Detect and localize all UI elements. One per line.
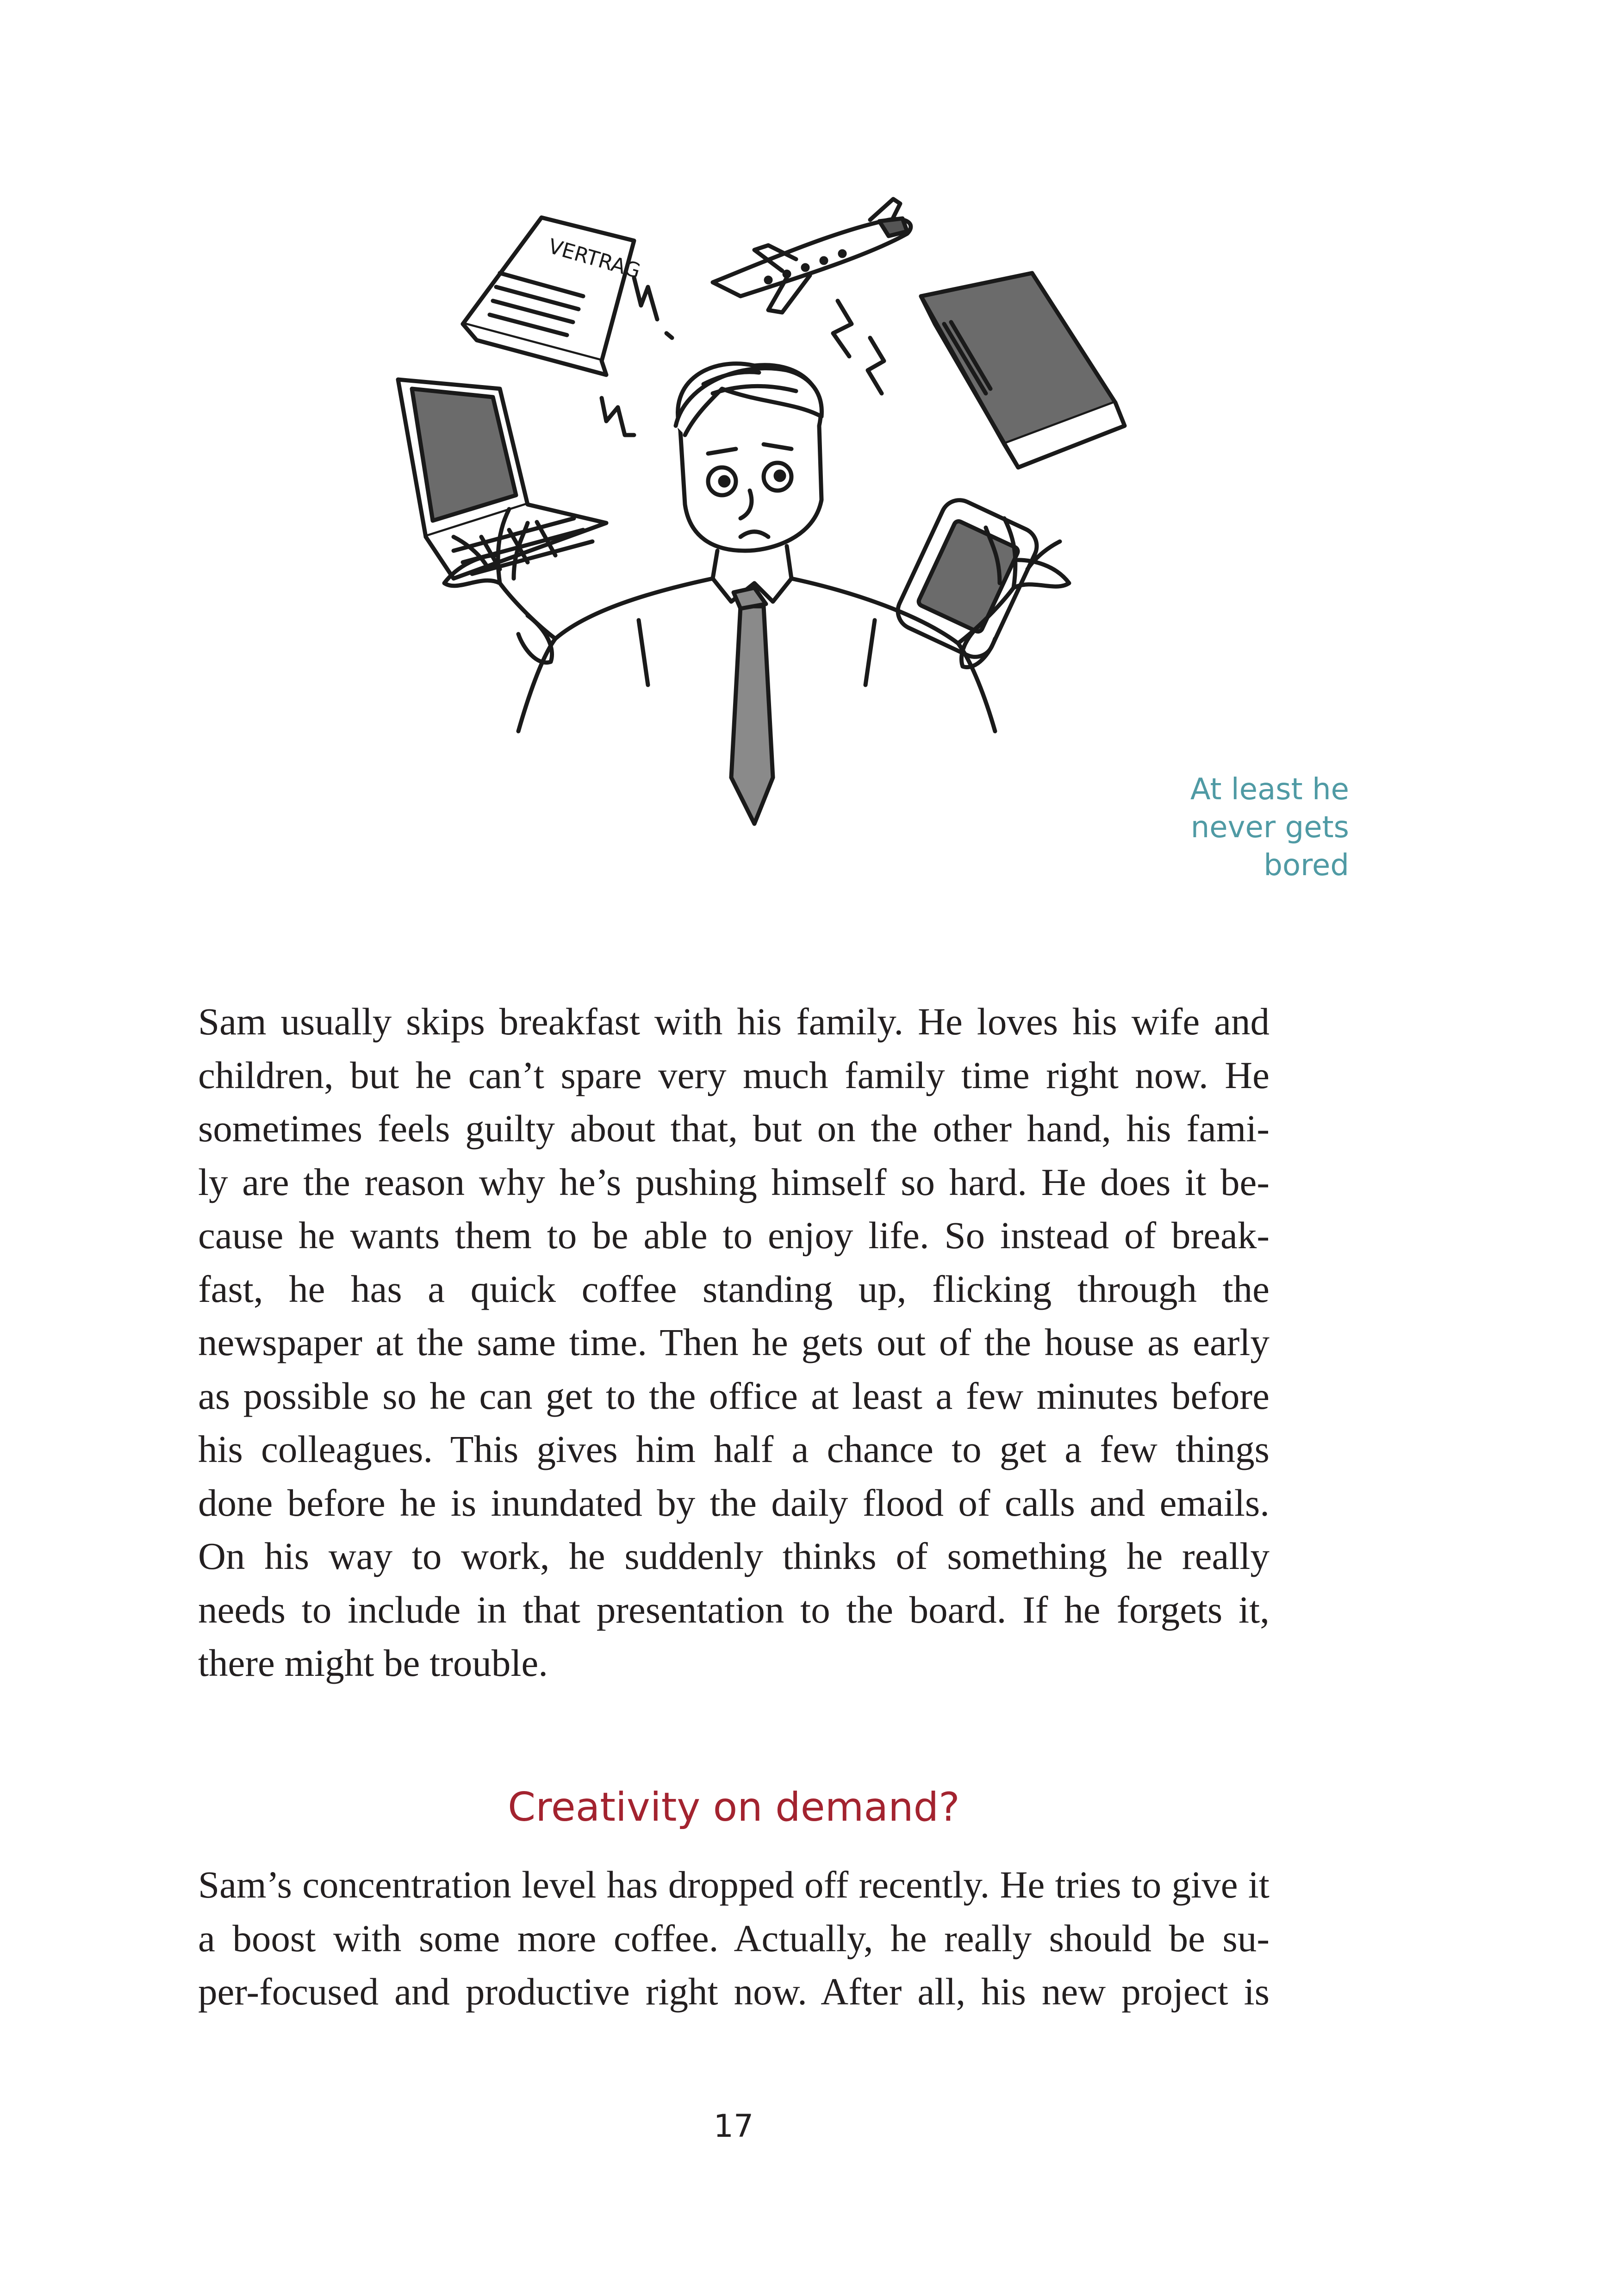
paragraph-1 [198, 995, 1270, 1690]
laptop-icon [398, 380, 606, 579]
text-line: sometimes feels guilty about that, but on the other hand, his fami- [198, 1107, 1270, 1150]
text-line: children, but he can’t spare very much family time right now. He [198, 1053, 1270, 1096]
text-line: there might be trouble. [198, 1642, 548, 1684]
caption-line: never gets [1190, 810, 1349, 845]
text-line: fast, he has a quick coffee standing up, flicking through the [198, 1267, 1270, 1310]
text-line: needs to include in that presentation to the board. If he forgets it, [198, 1588, 1270, 1631]
text-line: cause he wants them to be able to enjoy life. So instead of break- [198, 1214, 1270, 1257]
page-number: 17 [713, 2108, 754, 2145]
paragraph-2 [198, 1858, 1270, 2019]
contract-icon [463, 218, 643, 375]
juggling-man-illustration [389, 185, 1148, 870]
illustration-caption [1101, 771, 1349, 884]
airplane-icon [713, 199, 911, 312]
text-line: a boost with some more coffee. Actually, he really should be su- [198, 1916, 1270, 1960]
caption-line: bored [1263, 848, 1349, 883]
text-line: newspaper at the same time. Then he gets out of the house as early [198, 1321, 1270, 1363]
svg-text:VERTRAG: VERTRAG [545, 234, 643, 283]
text-line: On his way to work, he suddenly thinks of something he really [198, 1535, 1270, 1577]
binder-icon [921, 273, 1125, 467]
text-line: as possible so he can get to the office at least a few minutes before [198, 1374, 1270, 1417]
caption-line: At least he [1190, 772, 1349, 807]
text-line: Sam usually skips breakfast with his family. He loves his wife and [198, 1000, 1270, 1043]
text-line: per-focused and productive right now. After all, his new project is [198, 1970, 1270, 2013]
text-line: done before he is inundated by the daily flood of calls and emails. [198, 1481, 1270, 1524]
section-heading: Creativity on demand? [508, 1784, 960, 1830]
text-line: ly are the reason why he’s pushing himself so hard. He does it be- [198, 1160, 1270, 1203]
text-line: Sam’s concentration level has dropped off recently. He tries to give it [198, 1863, 1270, 1906]
text-line: his colleagues. This gives him half a chance to get a few things [198, 1428, 1270, 1470]
